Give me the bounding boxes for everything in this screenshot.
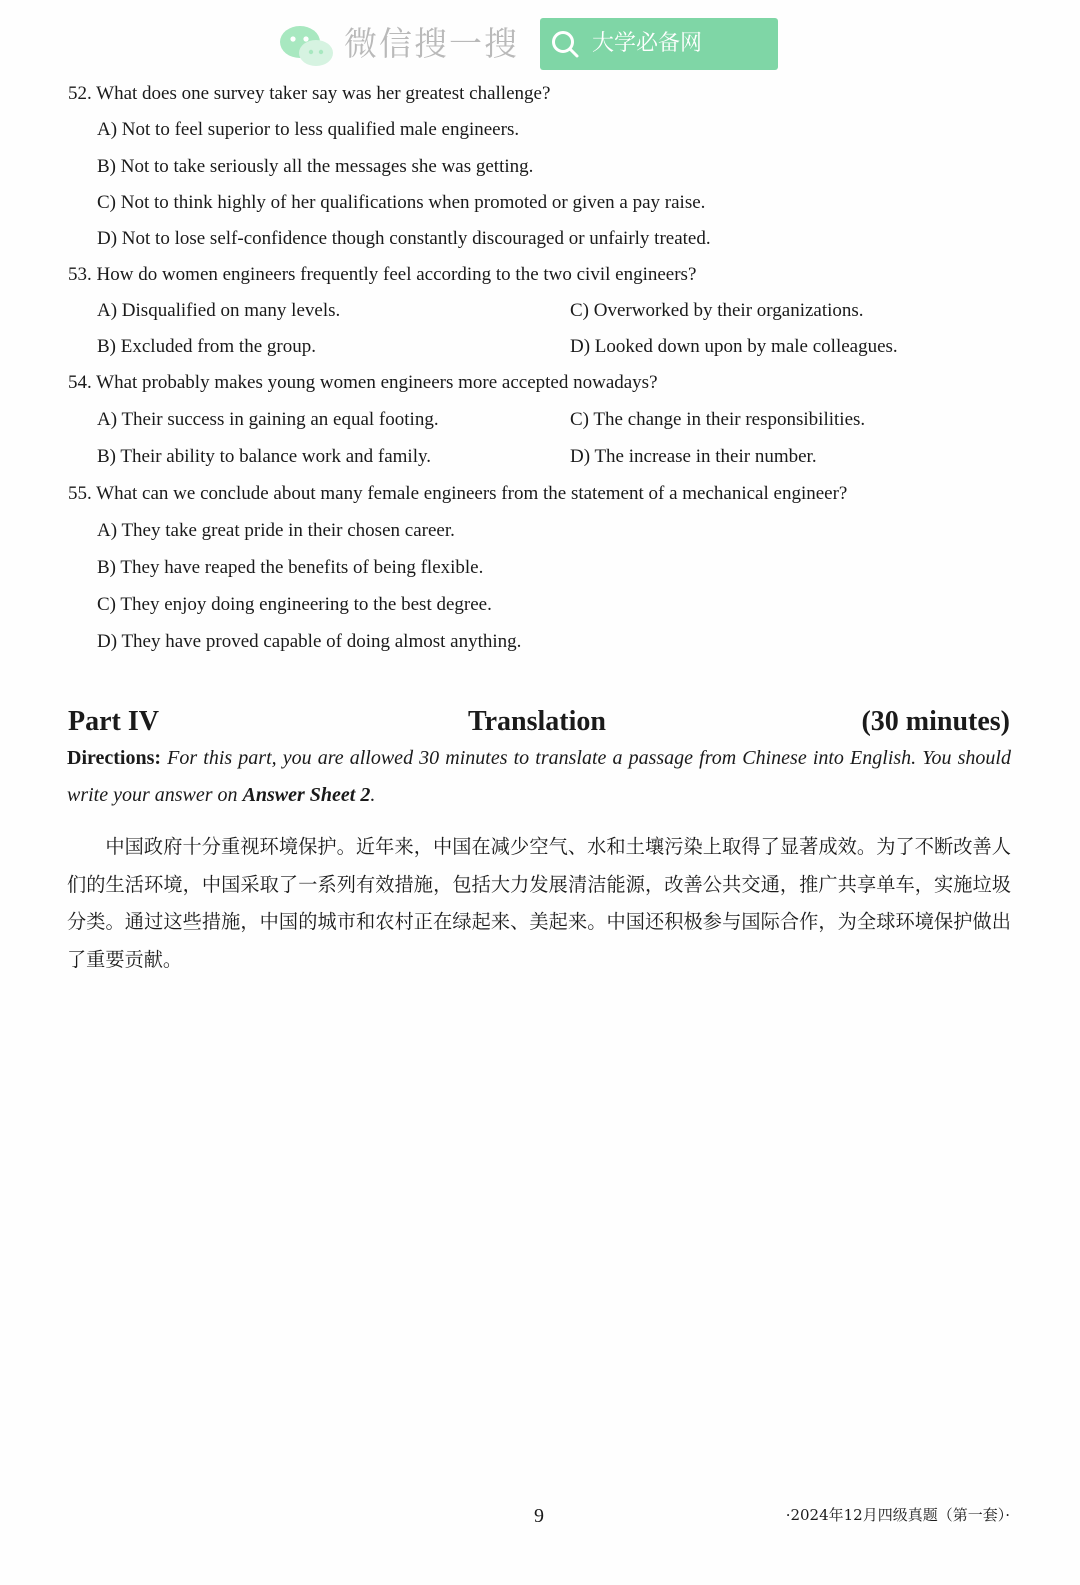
question-55-option-a: A) They take great pride in their chosen career. bbox=[97, 520, 455, 541]
question-54-option-b: B) Their ability to balance work and family. bbox=[97, 446, 431, 467]
question-55-stem: 55. What can we conclude about many female engineers from the statement of a mechanical engineer? bbox=[68, 483, 848, 504]
wechat-logo-icon bbox=[278, 24, 336, 68]
question-52-stem: 52. What does one survey taker say was her greatest challenge? bbox=[68, 83, 551, 104]
part-time-limit: (30 minutes) bbox=[861, 706, 1010, 737]
question-52-option-c: C) Not to think highly of her qualifications when promoted or given a pay raise. bbox=[97, 192, 706, 213]
question-54-option-a: A) Their success in gaining an equal footing. bbox=[97, 409, 439, 430]
wechat-search-text: 微信搜一搜 bbox=[344, 24, 519, 63]
question-54-stem: 54. What probably makes young women engineers more accepted nowadays? bbox=[68, 372, 658, 393]
directions bbox=[67, 740, 1011, 814]
question-53-option-d: D) Looked down upon by male colleagues. bbox=[570, 336, 898, 357]
question-53-option-c: C) Overworked by their organizations. bbox=[570, 300, 864, 321]
question-52-option-d: D) Not to lose self-confidence though constantly discouraged or unfairly treated. bbox=[97, 228, 711, 249]
directions-end: . bbox=[370, 784, 376, 806]
question-52-option-a: A) Not to feel superior to less qualified male engineers. bbox=[97, 119, 520, 140]
question-55-option-c: C) They enjoy doing engineering to the best degree. bbox=[97, 594, 492, 615]
part-title: Translation bbox=[468, 706, 606, 737]
question-53-option-b: B) Excluded from the group. bbox=[97, 336, 316, 357]
answer-sheet-ref: Answer Sheet 2 bbox=[242, 784, 371, 806]
directions-label: Directions: bbox=[67, 747, 162, 769]
search-icon bbox=[550, 29, 580, 59]
question-52-option-b: B) Not to take seriously all the messages she was getting. bbox=[97, 156, 534, 177]
page-number: 9 bbox=[534, 1505, 544, 1527]
question-53-option-a: A) Disqualified on many levels. bbox=[97, 300, 341, 321]
exam-label: ·2024年12月四级真题（第一套）· bbox=[785, 1506, 1010, 1524]
translation-passage: 中国政府十分重视环境保护。近年来，中国在减少空气、水和土壤污染上取得了显著成效。为了不断改善人们的生活环境，中国采取了一系列有效措施，包括大力发展清洁能源，改善公共交通，推广共享单车，实施垃圾分类。通过这些措施，中国的城市和农村正在绿起来、美起来。中国还积极参与国际合作，为全球环境保护做出了重要贡献。 bbox=[67, 835, 1011, 971]
question-55-option-d: D) They have proved capable of doing almost anything. bbox=[97, 631, 522, 652]
question-55-option-b: B) They have reaped the benefits of being flexible. bbox=[97, 557, 484, 578]
question-54-option-d: D) The increase in their number. bbox=[570, 446, 817, 467]
question-53-stem: 53. How do women engineers frequently feel according to the two civil engineers? bbox=[68, 264, 697, 285]
question-54-option-c: C) The change in their responsibilities. bbox=[570, 409, 866, 430]
site-name: 大学必备网 bbox=[592, 31, 703, 56]
search-banner bbox=[540, 18, 778, 70]
directions-text: For this part, you are allowed 30 minutes to translate a passage from Chinese into English. You should write your answer on bbox=[67, 747, 1011, 806]
part-label: Part IV bbox=[68, 706, 159, 737]
